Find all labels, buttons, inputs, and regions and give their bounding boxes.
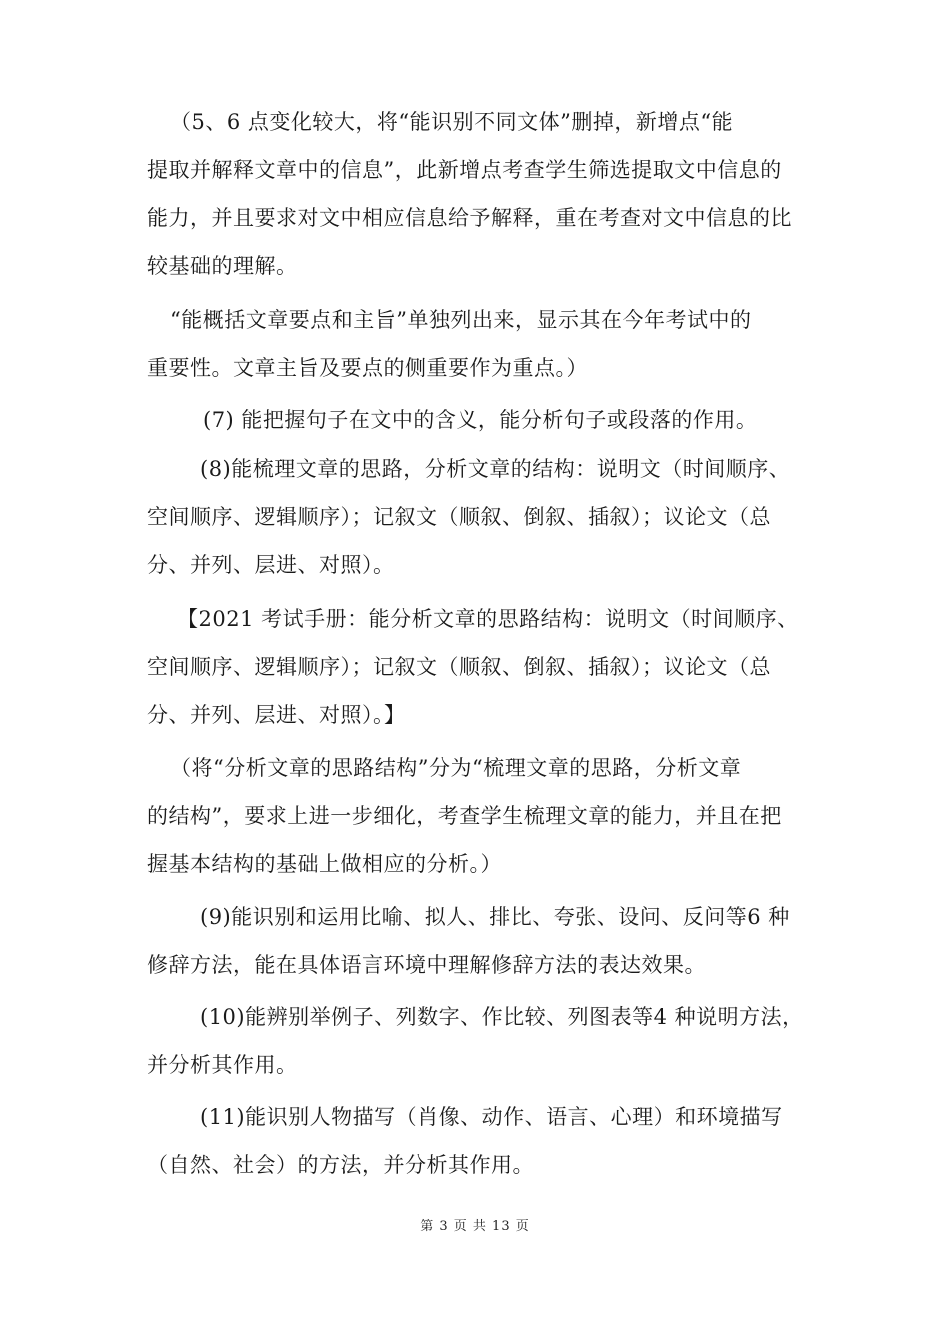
paragraph-line: (10)能辨别举例子、列数字、作比较、列图表等4 种说明方法， xyxy=(200,1005,804,1029)
paragraph-5 xyxy=(147,595,819,739)
paragraph-line: （将“分析文章的思路结构”分为“梳理文章的思路，分析文章 xyxy=(170,756,742,780)
paragraph-4 xyxy=(147,445,819,589)
paragraph-line: 空间顺序、逻辑顺序）；记叙文（顺叙、倒叙、插叙）；议论文（总 xyxy=(147,655,771,679)
paragraph-6 xyxy=(147,744,819,888)
paragraph-1 xyxy=(147,98,819,290)
paragraph-line: 握基本结构的基础上做相应的分析。） xyxy=(147,852,502,876)
paragraph-line: (7) 能把握句子在文中的含义，能分析句子或段落的作用。 xyxy=(203,408,758,432)
paragraph-line: 分、并列、层进、对照）。】 xyxy=(147,703,406,727)
paragraph-line: (11)能识别人物描写（肖像、动作、语言、心理）和环境描写 xyxy=(200,1105,783,1129)
paragraph-2 xyxy=(147,296,819,392)
paragraph-line: 重要性。文章主旨及要点的侧重要作为重点。） xyxy=(147,356,588,380)
paragraph-line: 修辞方法，能在具体语言环境中理解修辞方法的表达效果。 xyxy=(147,953,706,977)
paragraph-line: (9)能识别和运用比喻、拟人、排比、夸张、设问、反问等6 种 xyxy=(200,905,790,929)
paragraph-7 xyxy=(147,893,819,989)
paragraph-9 xyxy=(147,1093,819,1189)
paragraph-line: 分、并列、层进、对照）。 xyxy=(147,553,395,577)
paragraph-line: 的结构”，要求上进一步细化，考查学生梳理文章的能力，并且在把 xyxy=(147,804,782,828)
paragraph-line: 较基础的理解。 xyxy=(147,254,298,278)
paragraph-line: （5、6 点变化较大，将“能识别不同文体”删掉，新增点“能 xyxy=(170,110,734,134)
paragraph-line: “能概括文章要点和主旨”单独列出来，显示其在今年考试中的 xyxy=(170,308,752,332)
paragraph-line: （自然、社会）的方法，并分析其作用。 xyxy=(147,1153,534,1177)
paragraph-3 xyxy=(147,396,819,444)
paragraph-line: 空间顺序、逻辑顺序）；记叙文（顺叙、倒叙、插叙）；议论文（总 xyxy=(147,505,771,529)
paragraph-8 xyxy=(147,993,819,1089)
paragraph-line: 并分析其作用。 xyxy=(147,1053,298,1077)
paragraph-line: 提取并解释文章中的信息”，此新增点考查学生筛选提取文中信息的 xyxy=(147,158,782,182)
page-footer: 第 3 页 共 13 页 xyxy=(420,1219,530,1234)
paragraph-line: 能力，并且要求对文中相应信息给予解释，重在考查对文中信息的比 xyxy=(147,206,792,230)
paragraph-line: 【2021 考试手册：能分析文章的思路结构：说明文（时间顺序、 xyxy=(177,607,799,631)
paragraph-line: (8)能梳理文章的思路，分析文章的结构：说明文（时间顺序、 xyxy=(200,457,791,481)
